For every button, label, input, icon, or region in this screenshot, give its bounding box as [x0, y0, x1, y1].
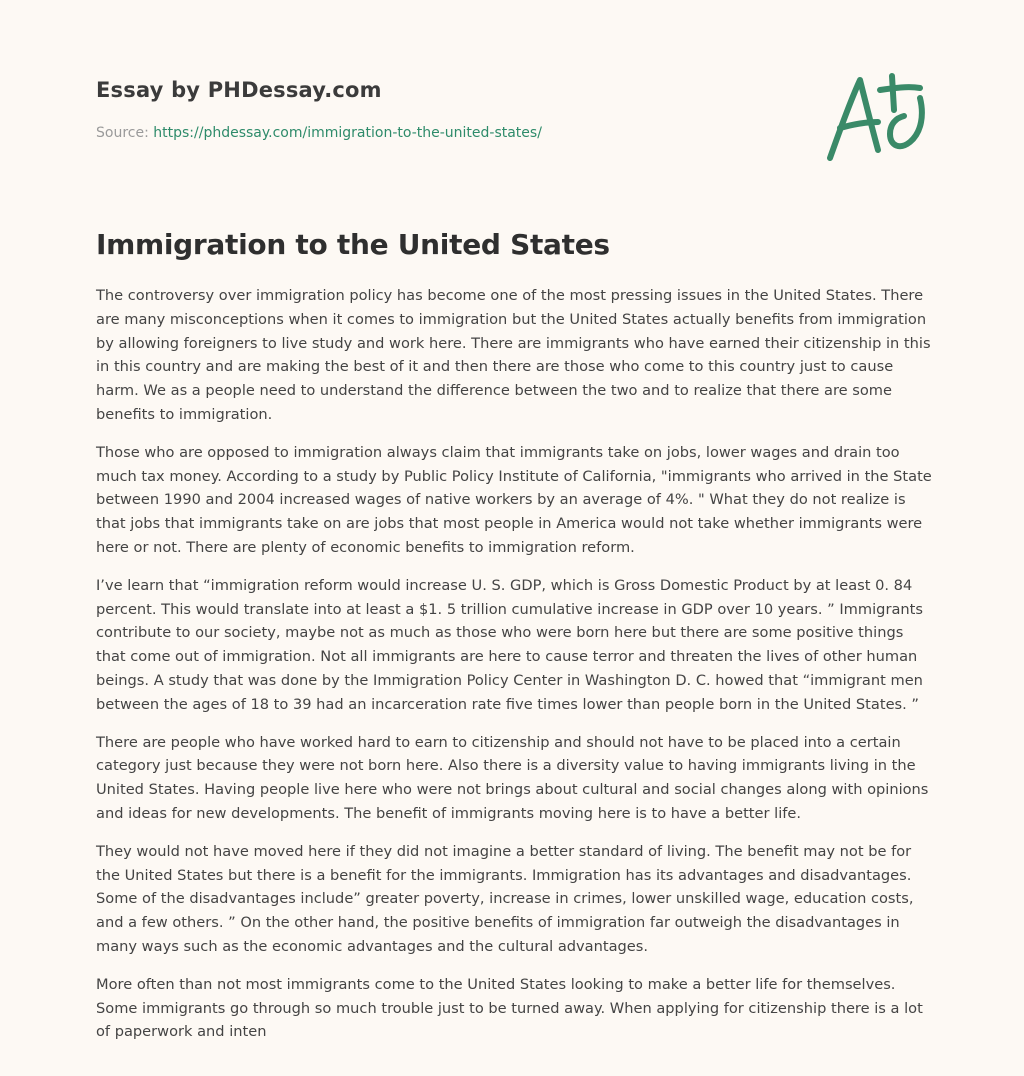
site-title: Essay by PHDessay.com: [96, 78, 382, 102]
essay-paragraph: Those who are opposed to immigration always claim that immigrants take on jobs, lower wages and drain too much tax money. According to a study by Public Policy Institute of California, "immigrants who arrived in the State between 1990 and 2004 increased wages of native workers by an average of 4%. " What they do not realize is that jobs that immigrants take on are jobs that most people in America would not take whether immigrants were here or not. There are plenty of economic benefits to immigration reform.: [96, 443, 932, 556]
essay-paragraph: More often than not most immigrants come to the United States looking to make a better life for themselves. Some immigrants go through so much trouble just to be turned away. When applying for citizenship there is a lot of paperwork and inten: [96, 975, 923, 1041]
source-link[interactable]: https://phdessay.com/immigration-to-the-united-states/: [153, 125, 542, 141]
source-line: [96, 124, 796, 142]
essay-paragraph: There are people who have worked hard to earn to citizenship and should not have to be placed into a certain category just because they were not born here. Also there is a diversity value to having immigrants living in the United States. Having people live here who were not brings about cultural and social changes along with opinions and ideas for new developments. The benefit of immigrants moving here is to have a better life.: [96, 733, 929, 822]
essay-paragraph: The controversy over immigration policy has become one of the most pressing issues in the United States. There are many misconceptions when it comes to immigration but the United States actually benefits from immigration by allowing foreigners to live study and work here. There are immigrants who have earned their citizenship in this in this country and are making the best of it and then there are those who come to this country just to cause harm. We as a people need to understand the difference between the two and to realize that there are some benefits to immigration.: [96, 287, 931, 423]
essay-title: Immigration to the United States: [96, 228, 610, 261]
essay-paragraph: They would not have moved here if they did not imagine a better standard of living. The benefit may not be for the United States but there is a benefit for the immigrants. Immigration has its advantages and disadvantages. Some of the disadvantages include” greater poverty, increase in crimes, lower unskilled wage, education costs, and a few others. ” On the other hand, the positive benefits of immigration far outweigh the disadvantages in many ways such as the economic advantages and the cultural advantages.: [96, 842, 914, 955]
essay-body: [96, 284, 936, 1058]
a-plus-logo: [820, 66, 930, 166]
essay-paragraph: I’ve learn that “immigration reform would increase U. S. GDP, which is Gross Domestic Product by at least 0. 84 percent. This would translate into at least a $1. 5 trillion cumulative increase in GDP over 10 years. ” Immigrants contribute to our society, maybe not as much as those who were born here but there are some positive things that come out of immigration. Not all immigrants are here to cause terror and threaten the lives of other human beings. A study that was done by the Immigration Policy Center in Washington D. C. howed that “immigrant men between the ages of 18 to 39 had an incarceration rate five times lower than people born in the United States. ”: [96, 576, 923, 713]
source-label: Source:: [96, 125, 154, 141]
a-plus-logo-icon: [820, 66, 930, 166]
page-header: [96, 76, 796, 142]
